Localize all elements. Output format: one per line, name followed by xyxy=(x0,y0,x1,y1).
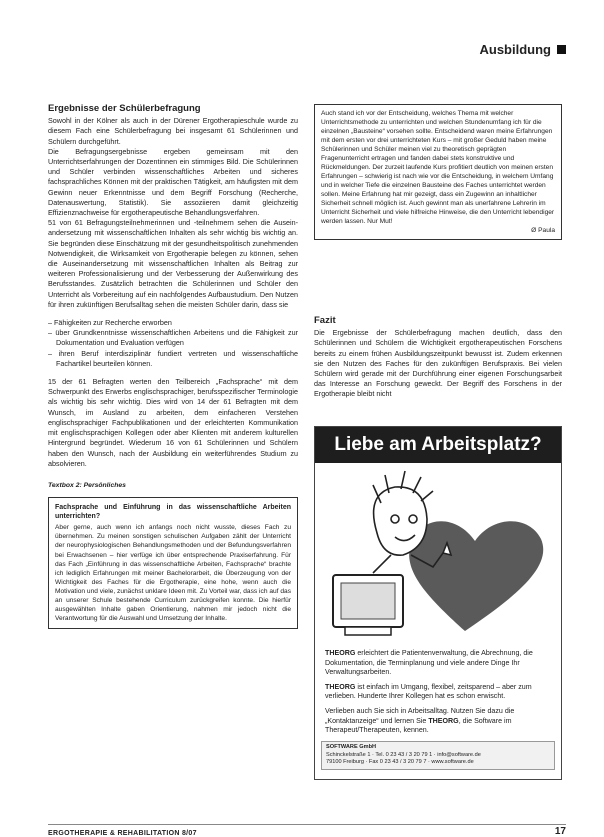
ad-illustration xyxy=(315,463,561,649)
fazit-paragraph: Die Ergebnisse der Schülerbefragung machen deutlich, dass den Schülerinnen und Schülern die Wichtigkeit ergotherapeutischen Forschens bereits zu einem frühen Ausbildungszeitpunkt bewusst ist. Zudem erkennen sie den Nutzen des Faches für den zukünftigen Berufspraxis. Bei vielen Schülern wird gerade mit der Durchführung einer eigenen Forschungsarbeit das Interesse an Forschung geweckt. Der Begriff des Forschens in der Ergotherapie bleibt nicht xyxy=(314,328,562,399)
ad-text-span: Verlieben auch Sie sich in Arbeitsalltag. Nutzen Sie dazu die „Kontaktanzeige“ und lernen Sie xyxy=(325,706,515,725)
textbox-body: Auch stand ich vor der Entscheidung, welches Thema mit welcher Unterrichtsmethode zu unterrichten und welchen Stundenumfang ich für die einzelnen „Bausteine“ vorsehen sollte. Entscheidend waren meine Erfahrungen mit dem ersten vor drei unterrichteten Kurs – mit großer Geduld haben meine Schülerinnen und Schüler meinen viel zu theoretisch geprägten Fragenunterricht ertragen und fanden dabei stets konstruktive und Rückmeldungen. Der zurzeit laufende Kurs profitiert deutlich von meinen ersten Erfahrungen – schwierig ist nach wie vor die Entscheidung, in welchem Umfang und in welcher Tiefe die einzelnen Bausteine des Faches unterrichtet werden sollen. Meine Erfahrung hat mir gezeigt, dass ein Zugewinn an inhaltlicher Sicherheit schnell möglich ist. Auch gewinnt man als unerfahrene Lehrerin im Unterricht Sicherheit und viele hilfreiche Hinweise, die den Unterricht lebendiger werden lassen. Nur Mut! xyxy=(321,110,555,225)
paragraph-intro: Sowohl in der Kölner als auch in der Dürener Ergotherapieschule wurde zu diesem Fach eine Schülerbefragung bei insgesamt 61 Schülerinnen und Schülern durchgeführt. xyxy=(48,116,298,146)
page-number: 17 xyxy=(554,826,566,837)
personal-textbox xyxy=(48,497,298,629)
textbox-title: Fachsprache und Einführung in das wissenschaftliche Arbeiten unterrichten? xyxy=(55,504,291,521)
textbox-body: Aber gerne, auch wenn ich anfangs noch nicht wusste, dieses Fach zu übernehmen. Zu meinen sonstigen schulischen Aufgaben zählt der Unterricht der neurophysiologischen Behandlungsmethoden und der Befundungsverfahren bei Erwachsenen – hier verfüge ich über entsprechende Praxiserfahrung. Für das Fach „Einführung in das wissenschaftliche Arbeiten, Fachsprache“ brachte ich lediglich Erfahrungen mit meiner Bachelorarbeit, die Überzeugung von der Wichtigkeit des Faches für die Ergotherapie, eine hohe, wenn auch die Motivation und viele, zunächst unklare Ideen mit. Zu Vorteil war, dass ich auf das an unserer Schule bestehende Curriculum zurückgreifen konnte. Die hierfür ausgewählten Inhalte gaben Orientierung, nahmen mir jedoch nicht die Verantwortung für die Auswahl und Umsetzung der Inhalte. xyxy=(55,524,291,623)
list-item: – ihren Beruf interdisziplinär fundiert vertreten und wissenschaftliche Fachartikel beurteilen können. xyxy=(48,348,298,368)
fazit-section xyxy=(314,316,562,400)
heart-icon xyxy=(409,521,543,631)
brand-name: THEORG xyxy=(428,716,459,725)
textbox-caption: Textbox 2: Persönliches xyxy=(48,481,126,489)
company-address-line: 79100 Freiburg · Fax 0 23 43 / 3 20 79 7 · www.software.de xyxy=(326,759,474,766)
benefit-list xyxy=(48,318,298,369)
monitor-icon xyxy=(333,575,403,635)
paragraph-results: Die Befragungsergebnisse ergeben gemeinsam mit den Unterrichtserfahrungen der Dozentinnen ein stimmiges Bild. Die Schülerinnen und Schüler verbinden wissenschaftliches Arbeiten und sicheres fachsprachliches Können mit der praktischen Tätigkeit, am häufigsten mit dem Gewinn neuer Erkenntnisse und dem Begriff Forschung (Recherche, Datenauswertung, Statistik). Sie assoziieren damit gleichzeitig Effizienznachweise für ergotherapeutische Behandlungsverfahren. xyxy=(48,146,298,218)
page-header xyxy=(480,42,567,57)
ad-contact-box xyxy=(321,741,555,770)
paragraph-fachsprache: 15 der 61 Befragten werten den Teilbereich „Fachsprache“ mit dem Schwerpunkt des Erwerbs englischsprachiger, berufsspezifischer Terminologie als wichtig bis sehr wichtig. Dies wird von 14 der 61 Befragten mit dem Wunsch, im Ausland zu arbeiten, dem einfacheren Verstehen englischsprachiger Fachpublikationen und der erleichterten Kommunikation mit englischsprachigen Kollegen oder aber Klienten mit anderem kulturellen Hintergrund begründet. Wiederum 16 von 61 Schülerinnen und Schülern haben den Wunsch, nach der Ausbildung ein weiterführendes Studium zu absolvieren. xyxy=(48,377,298,468)
journal-name: ERGOTHERAPIE & REHABILITATION 8/07 xyxy=(48,830,197,837)
textbox-signature: Ø Paula xyxy=(531,227,555,234)
paragraph-reasons: 51 von 61 Befragungsteilnehmerinnen und -teilnehmern sehen die Auseinandersetzung mit wissenschaftlichen Inhalten als sehr wichtig bis wichtig an. Sie begründen diese Einschätzung mit der gesundheitspolitisch zunehmenden Notwendigkeit, die Wirksamkeit von Ergotherapie belegen zu können, sehen die Auseinandersetzung mit wissenschaftlichen Inhalten als Beitrag zur weiteren Professionalisierung und der Verbesserung der Außenwirkung des Berufsstandes. Zusätzlich betrachten die Schülerinnen und Schüler den Unterricht als Vorbereitung auf ein nachfolgendes Aufbaustudium. Den Nutzen für ihren zukünftigen Berufsalltag sehen die meisten Schüler darin, dass sie xyxy=(48,218,298,309)
ad-banner: Liebe am Arbeitsplatz? xyxy=(315,427,561,463)
left-column xyxy=(48,104,298,629)
footer-rule xyxy=(48,824,566,825)
ad-text-span: ist einfach im Umgang, flexibel, zeitsparend – aber zum verlieben. Hunderte Ihrer Kollegen hat es schon erwischt. xyxy=(325,682,532,701)
section-marker-square xyxy=(557,45,566,54)
fazit-heading: Fazit xyxy=(314,315,336,326)
brand-name: THEORG xyxy=(325,649,356,657)
continued-textbox xyxy=(314,104,562,240)
ad-paragraph xyxy=(325,683,551,702)
ad-text-span: erleichtert die Patientenverwaltung, die Abrechnung, die Dokumentation, die Terminplanung und viele andere Dinge Ihr Verwaltungsarbeiten. xyxy=(325,649,533,677)
company-name: SOFTWARE GmbH xyxy=(326,743,377,750)
section-title: Ausbildung xyxy=(479,42,551,57)
ad-paragraph xyxy=(325,707,551,736)
ad-paragraph xyxy=(325,649,551,678)
ad-copy xyxy=(315,649,561,736)
company-address-line: Schinckelstraße 1 · Tel. 0 23 43 / 3 20 79 1 · info@software.de xyxy=(326,751,481,758)
section-heading: Ergebnisse der Schülerbefragung xyxy=(48,103,201,114)
list-item: – über Grundkenntnisse wissenschaftlichen Arbeitens und die Fähigkeit zur Dokumentation und Evaluation verfügen xyxy=(48,328,298,348)
brand-name: THEORG xyxy=(325,682,356,691)
advertisement xyxy=(314,426,562,780)
list-item: – Fähigkeiten zur Recherche erworben xyxy=(48,318,172,328)
heart-computer-illustration xyxy=(315,463,561,649)
ad-text-span: , die Software im Therapeut/Therapeuten, kennen. xyxy=(325,716,512,735)
